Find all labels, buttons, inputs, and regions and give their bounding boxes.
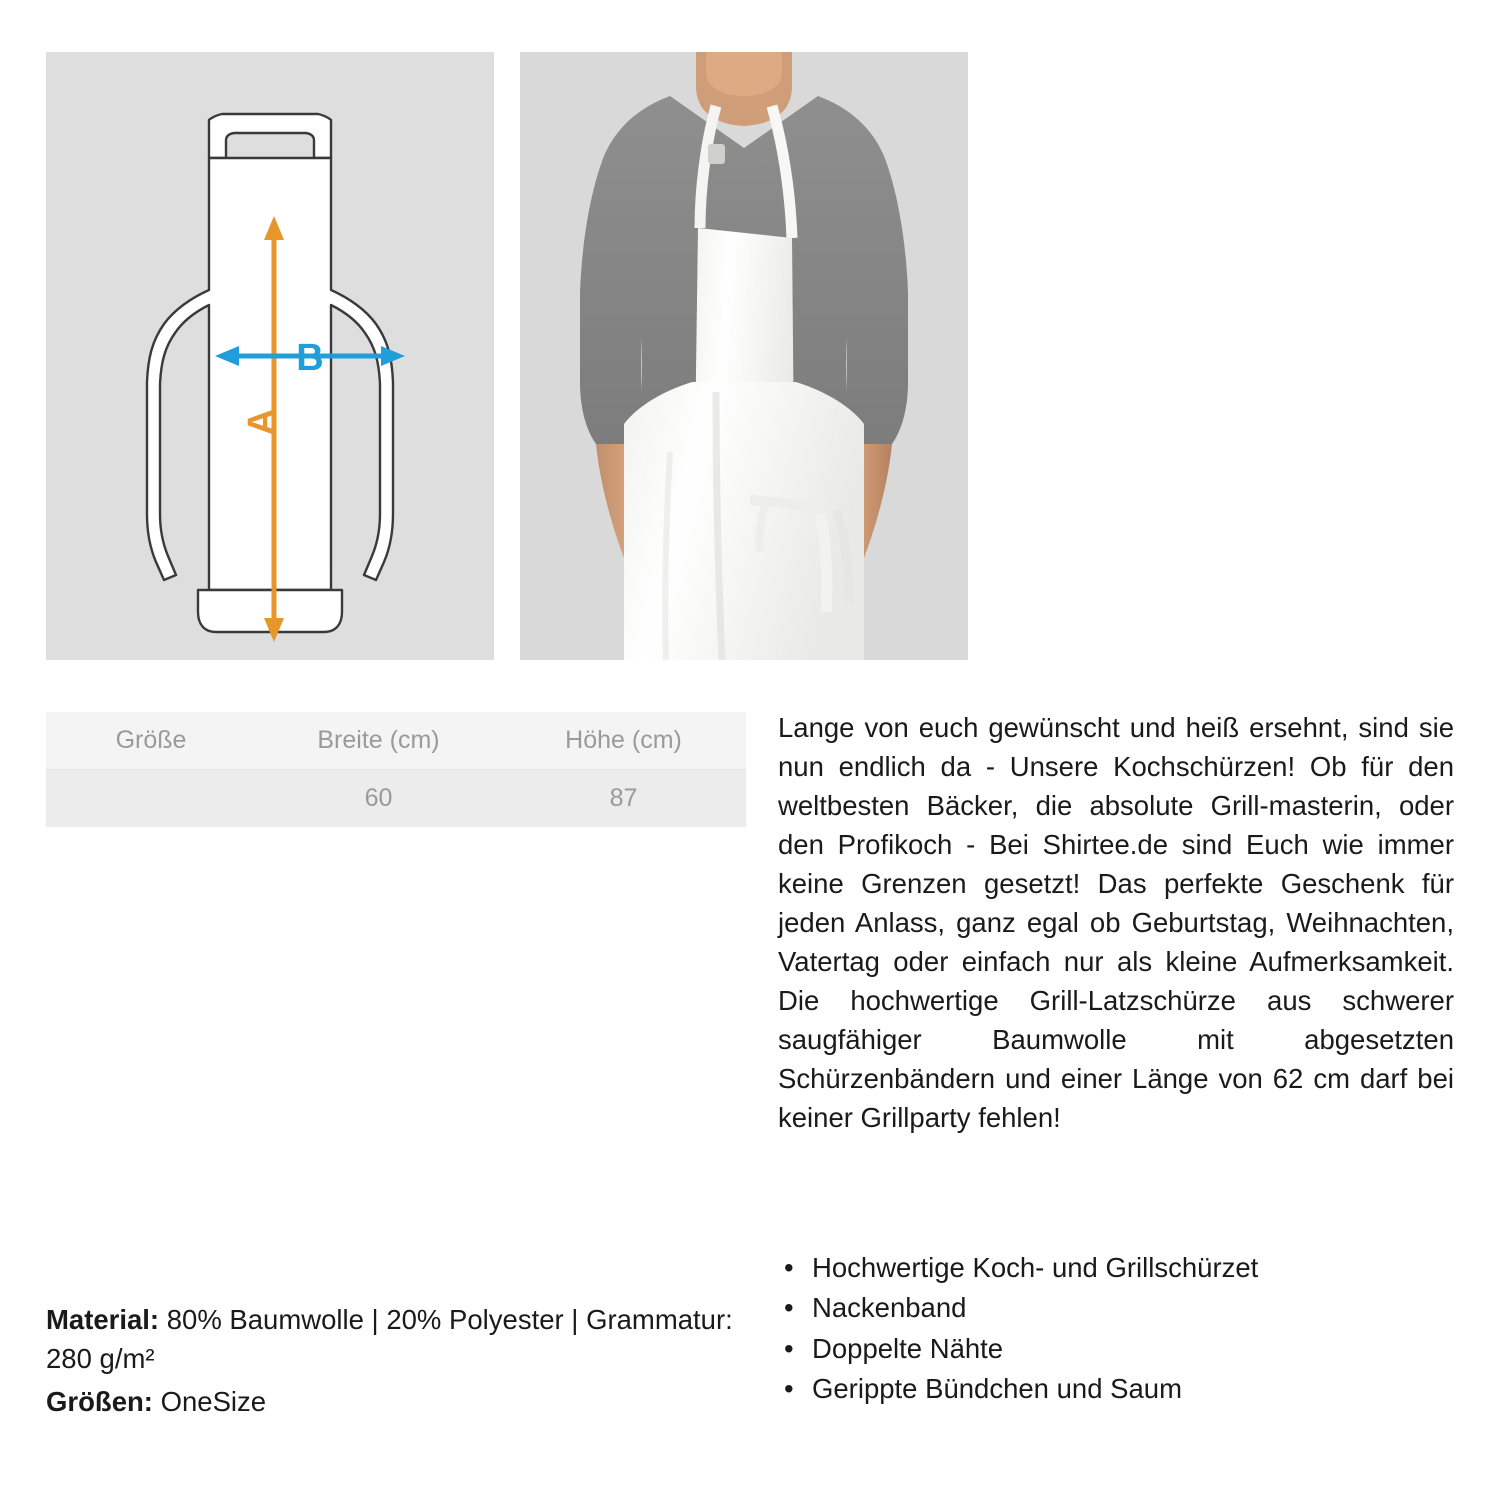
size-table bbox=[46, 712, 746, 827]
model-photo-svg bbox=[520, 52, 968, 660]
material-info bbox=[46, 1300, 752, 1421]
feature-list bbox=[778, 1248, 1454, 1410]
table-row bbox=[46, 770, 746, 828]
cell-height: 87 bbox=[609, 784, 638, 812]
product-images-row bbox=[46, 52, 1454, 660]
cell-size bbox=[46, 770, 256, 828]
size-table-head bbox=[46, 712, 746, 770]
product-photo bbox=[520, 52, 968, 660]
material-value: 80% Baumwolle | 20% Polyester | Grammatur: 280 g/m² bbox=[46, 1304, 733, 1375]
sizes-label: Größen: bbox=[46, 1386, 153, 1418]
dimension-label-height: A bbox=[241, 408, 283, 436]
list-item: • Hochwertige Koch- und Grillschürzet bbox=[778, 1248, 1454, 1288]
table-header-row bbox=[46, 712, 746, 770]
material-line bbox=[46, 1300, 752, 1378]
list-item: • Nackenband bbox=[778, 1288, 1454, 1328]
column-header-size: Größe bbox=[115, 726, 187, 754]
apron-measurement-diagram bbox=[46, 52, 494, 660]
material-label: Material: bbox=[46, 1304, 160, 1335]
list-item: • Gerippte Bündchen und Saum bbox=[778, 1369, 1454, 1409]
column-header-width: Breite (cm) bbox=[317, 726, 440, 754]
product-description: Lange von euch gewünscht und heiß ersehnt, sind sie nun endlich da - Unsere Kochschürzen! Ob für den weltbesten Bäcker, die absolute Grill-masterin, oder den Profikoch - Bei Shirtee.de sind Euch wie immer keine Grenzen gesetzt! Das perfekte Geschenk für jeden Anlass, ganz egal ob Geburtstag, Weihnachten, Vatertag oder einfach nur als kleine Aufmerksamkeit. Die hochwertige Grill-Latzschürze aus schwerer saugfähiger Baumwolle mit abgesetzten Schürzenbändern und einer Länge von 62 cm darf bei keiner Grillparty fehlen! bbox=[778, 712, 1454, 1134]
sizes-value: OneSize bbox=[160, 1386, 267, 1418]
cell-width: 60 bbox=[364, 784, 393, 812]
list-item: • Doppelte Nähte bbox=[778, 1329, 1454, 1369]
size-table-body bbox=[46, 770, 746, 828]
sizes-line bbox=[46, 1382, 752, 1421]
column-header-height: Höhe (cm) bbox=[565, 726, 682, 754]
apron-outline-svg bbox=[46, 52, 494, 660]
dimension-label-width: B bbox=[296, 337, 324, 379]
